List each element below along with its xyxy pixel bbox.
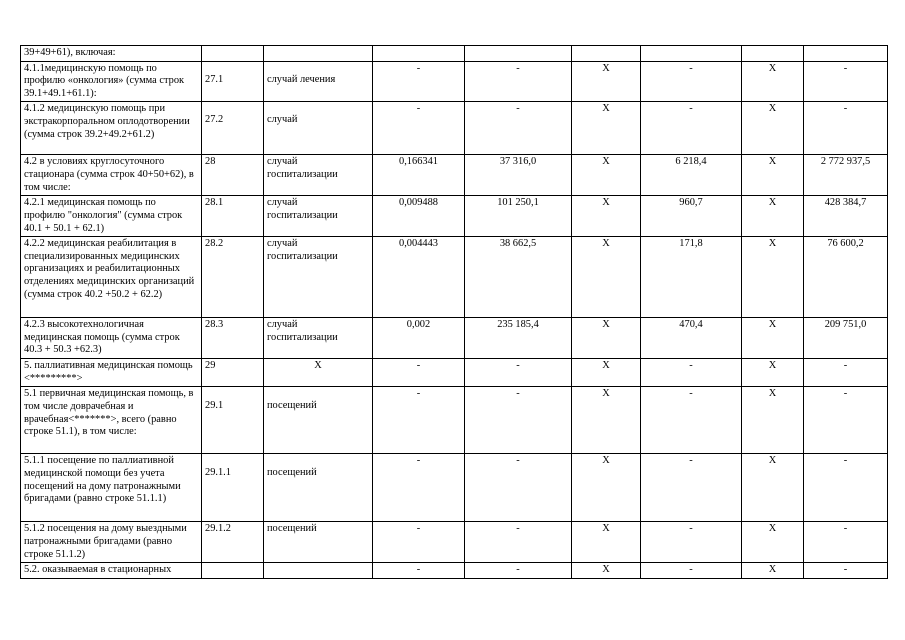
row-value-cell-4: - — [641, 522, 742, 563]
table-row — [21, 155, 888, 196]
row-value-cell-3: Х — [572, 155, 641, 196]
row-name-cell: 5.1.1 посещение по паллиативной медицинской помощи без учета посещений на дому патронажными бригадами (равно строке 51.1.1) — [21, 454, 202, 522]
table-row — [21, 237, 888, 318]
row-unit-cell — [264, 563, 373, 579]
row-code-cell — [202, 563, 264, 579]
row-value-cell-5: Х — [742, 563, 804, 579]
row-code-cell: 28.1 — [202, 196, 264, 237]
row-value-cell-5: Х — [742, 387, 804, 454]
row-value-cell-2: 101 250,1 — [465, 196, 572, 237]
row-value-cell-5: Х — [742, 196, 804, 237]
row-value-cell-3: Х — [572, 318, 641, 359]
row-unit-cell: случай госпитализации — [264, 196, 373, 237]
row-value-cell-3: Х — [572, 61, 641, 102]
row-unit-cell: случай госпитализации — [264, 237, 373, 318]
table-row — [21, 196, 888, 237]
table-row — [21, 102, 888, 155]
row-value-cell-1: 0,002 — [373, 318, 465, 359]
row-unit-cell: посещений — [264, 454, 373, 522]
row-value-cell-2 — [465, 46, 572, 62]
row-value-cell-2: - — [465, 454, 572, 522]
table-row — [21, 563, 888, 579]
row-value-cell-2: - — [465, 387, 572, 454]
row-value-cell-1: 0,166341 — [373, 155, 465, 196]
row-code-cell: 28 — [202, 155, 264, 196]
row-unit-cell: случай госпитализации — [264, 155, 373, 196]
row-value-cell-1 — [373, 46, 465, 62]
row-code-cell — [202, 46, 264, 62]
row-value-cell-5 — [742, 46, 804, 62]
row-value-cell-4: - — [641, 61, 742, 102]
row-value-cell-2: - — [465, 359, 572, 387]
row-value-cell-1: - — [373, 522, 465, 563]
row-value-cell-1: - — [373, 563, 465, 579]
row-code-cell: 28.3 — [202, 318, 264, 359]
row-code-cell: 27.2 — [202, 102, 264, 155]
row-value-cell-1: - — [373, 359, 465, 387]
row-value-cell-3: Х — [572, 237, 641, 318]
row-value-cell-1: - — [373, 61, 465, 102]
row-unit-cell: посещений — [264, 387, 373, 454]
row-value-cell-5: Х — [742, 102, 804, 155]
row-code-cell: 29.1 — [202, 387, 264, 454]
row-value-cell-3: Х — [572, 196, 641, 237]
table-row — [21, 454, 888, 522]
row-value-cell-3 — [572, 46, 641, 62]
row-value-cell-4: 171,8 — [641, 237, 742, 318]
row-value-cell-3: Х — [572, 387, 641, 454]
row-name-cell: 5.2. оказываемая в стационарных — [21, 563, 202, 579]
row-code-cell: 28.2 — [202, 237, 264, 318]
row-value-cell-4: 470,4 — [641, 318, 742, 359]
table-row — [21, 318, 888, 359]
table-row — [21, 46, 888, 62]
row-code-cell: 29.1.1 — [202, 454, 264, 522]
row-value-cell-1: 0,009488 — [373, 196, 465, 237]
row-code-cell: 29 — [202, 359, 264, 387]
row-value-cell-5: Х — [742, 155, 804, 196]
row-value-cell-4: - — [641, 563, 742, 579]
row-unit-cell: Х — [264, 359, 373, 387]
row-unit-cell: посещений — [264, 522, 373, 563]
row-name-cell: 4.1.1медицинскую помощь по профилю «онкология» (сумма строк 39.1+49.1+61.1): — [21, 61, 202, 102]
row-value-cell-2: - — [465, 102, 572, 155]
row-value-cell-2: - — [465, 522, 572, 563]
row-name-cell: 4.2.3 высокотехнологичная медицинская помощь (сумма строк 40.3 + 50.3 +62.3) — [21, 318, 202, 359]
row-name-cell: 4.2.1 медицинская помощь по профилю "онкология" (сумма строк 40.1 + 50.1 + 62.1) — [21, 196, 202, 237]
row-value-cell-5: Х — [742, 522, 804, 563]
row-value-cell-1: - — [373, 454, 465, 522]
row-value-cell-2: - — [465, 61, 572, 102]
row-name-cell: 4.1.2 медицинскую помощь при экстракорпоральном оплодотворении (сумма строк 39.2+49.2+61.2) — [21, 102, 202, 155]
row-value-cell-6 — [804, 46, 888, 62]
row-value-cell-4 — [641, 46, 742, 62]
row-value-cell-4: - — [641, 359, 742, 387]
row-value-cell-6: 76 600,2 — [804, 237, 888, 318]
row-value-cell-6: 209 751,0 — [804, 318, 888, 359]
row-value-cell-4: - — [641, 454, 742, 522]
row-value-cell-6: - — [804, 522, 888, 563]
row-value-cell-6: - — [804, 102, 888, 155]
row-value-cell-5: Х — [742, 318, 804, 359]
row-name-cell: 5.1 первичная медицинская помощь, в том числе доврачебная и врачебная<*******>, всего (равно строке 51.1), в том числе: — [21, 387, 202, 454]
row-name-cell: 4.2.2 медицинская реабилитация в специализированных медицинских организациях и реабилитационных отделениях медицинских организаций (сумма строк 40.2 +50.2 + 62.2) — [21, 237, 202, 318]
row-unit-cell: случай лечения — [264, 61, 373, 102]
row-value-cell-3: Х — [572, 102, 641, 155]
row-value-cell-6: 2 772 937,5 — [804, 155, 888, 196]
row-value-cell-1: - — [373, 387, 465, 454]
row-code-cell: 29.1.2 — [202, 522, 264, 563]
document-table — [20, 45, 888, 579]
row-value-cell-1: - — [373, 102, 465, 155]
row-code-cell: 27.1 — [202, 61, 264, 102]
row-value-cell-6: - — [804, 61, 888, 102]
row-value-cell-4: - — [641, 387, 742, 454]
row-value-cell-6: - — [804, 454, 888, 522]
row-unit-cell: случай госпитализации — [264, 318, 373, 359]
row-value-cell-1: 0,004443 — [373, 237, 465, 318]
row-value-cell-5: Х — [742, 454, 804, 522]
row-name-cell: 4.2 в условиях круглосуточного стационара (сумма строк 40+50+62), в том числе: — [21, 155, 202, 196]
row-unit-cell — [264, 46, 373, 62]
row-value-cell-5: Х — [742, 61, 804, 102]
row-value-cell-2: 235 185,4 — [465, 318, 572, 359]
row-name-cell: 5.1.2 посещения на дому выездными патронажными бригадами (равно строке 51.1.2) — [21, 522, 202, 563]
table-row — [21, 359, 888, 387]
row-value-cell-5: Х — [742, 237, 804, 318]
row-value-cell-4: - — [641, 102, 742, 155]
row-name-cell: 5. паллиативная медицинская помощь <*********> — [21, 359, 202, 387]
row-value-cell-3: Х — [572, 522, 641, 563]
row-value-cell-2: 37 316,0 — [465, 155, 572, 196]
row-unit-cell: случай — [264, 102, 373, 155]
row-value-cell-6: - — [804, 563, 888, 579]
row-value-cell-6: 428 384,7 — [804, 196, 888, 237]
row-value-cell-3: Х — [572, 563, 641, 579]
row-value-cell-4: 960,7 — [641, 196, 742, 237]
table-row — [21, 61, 888, 102]
row-value-cell-3: Х — [572, 454, 641, 522]
row-value-cell-2: - — [465, 563, 572, 579]
row-value-cell-4: 6 218,4 — [641, 155, 742, 196]
table-row — [21, 522, 888, 563]
row-value-cell-6: - — [804, 387, 888, 454]
row-value-cell-5: Х — [742, 359, 804, 387]
row-value-cell-2: 38 662,5 — [465, 237, 572, 318]
table-row — [21, 387, 888, 454]
row-name-cell: 39+49+61), включая: — [21, 46, 202, 62]
row-value-cell-6: - — [804, 359, 888, 387]
row-value-cell-3: Х — [572, 359, 641, 387]
